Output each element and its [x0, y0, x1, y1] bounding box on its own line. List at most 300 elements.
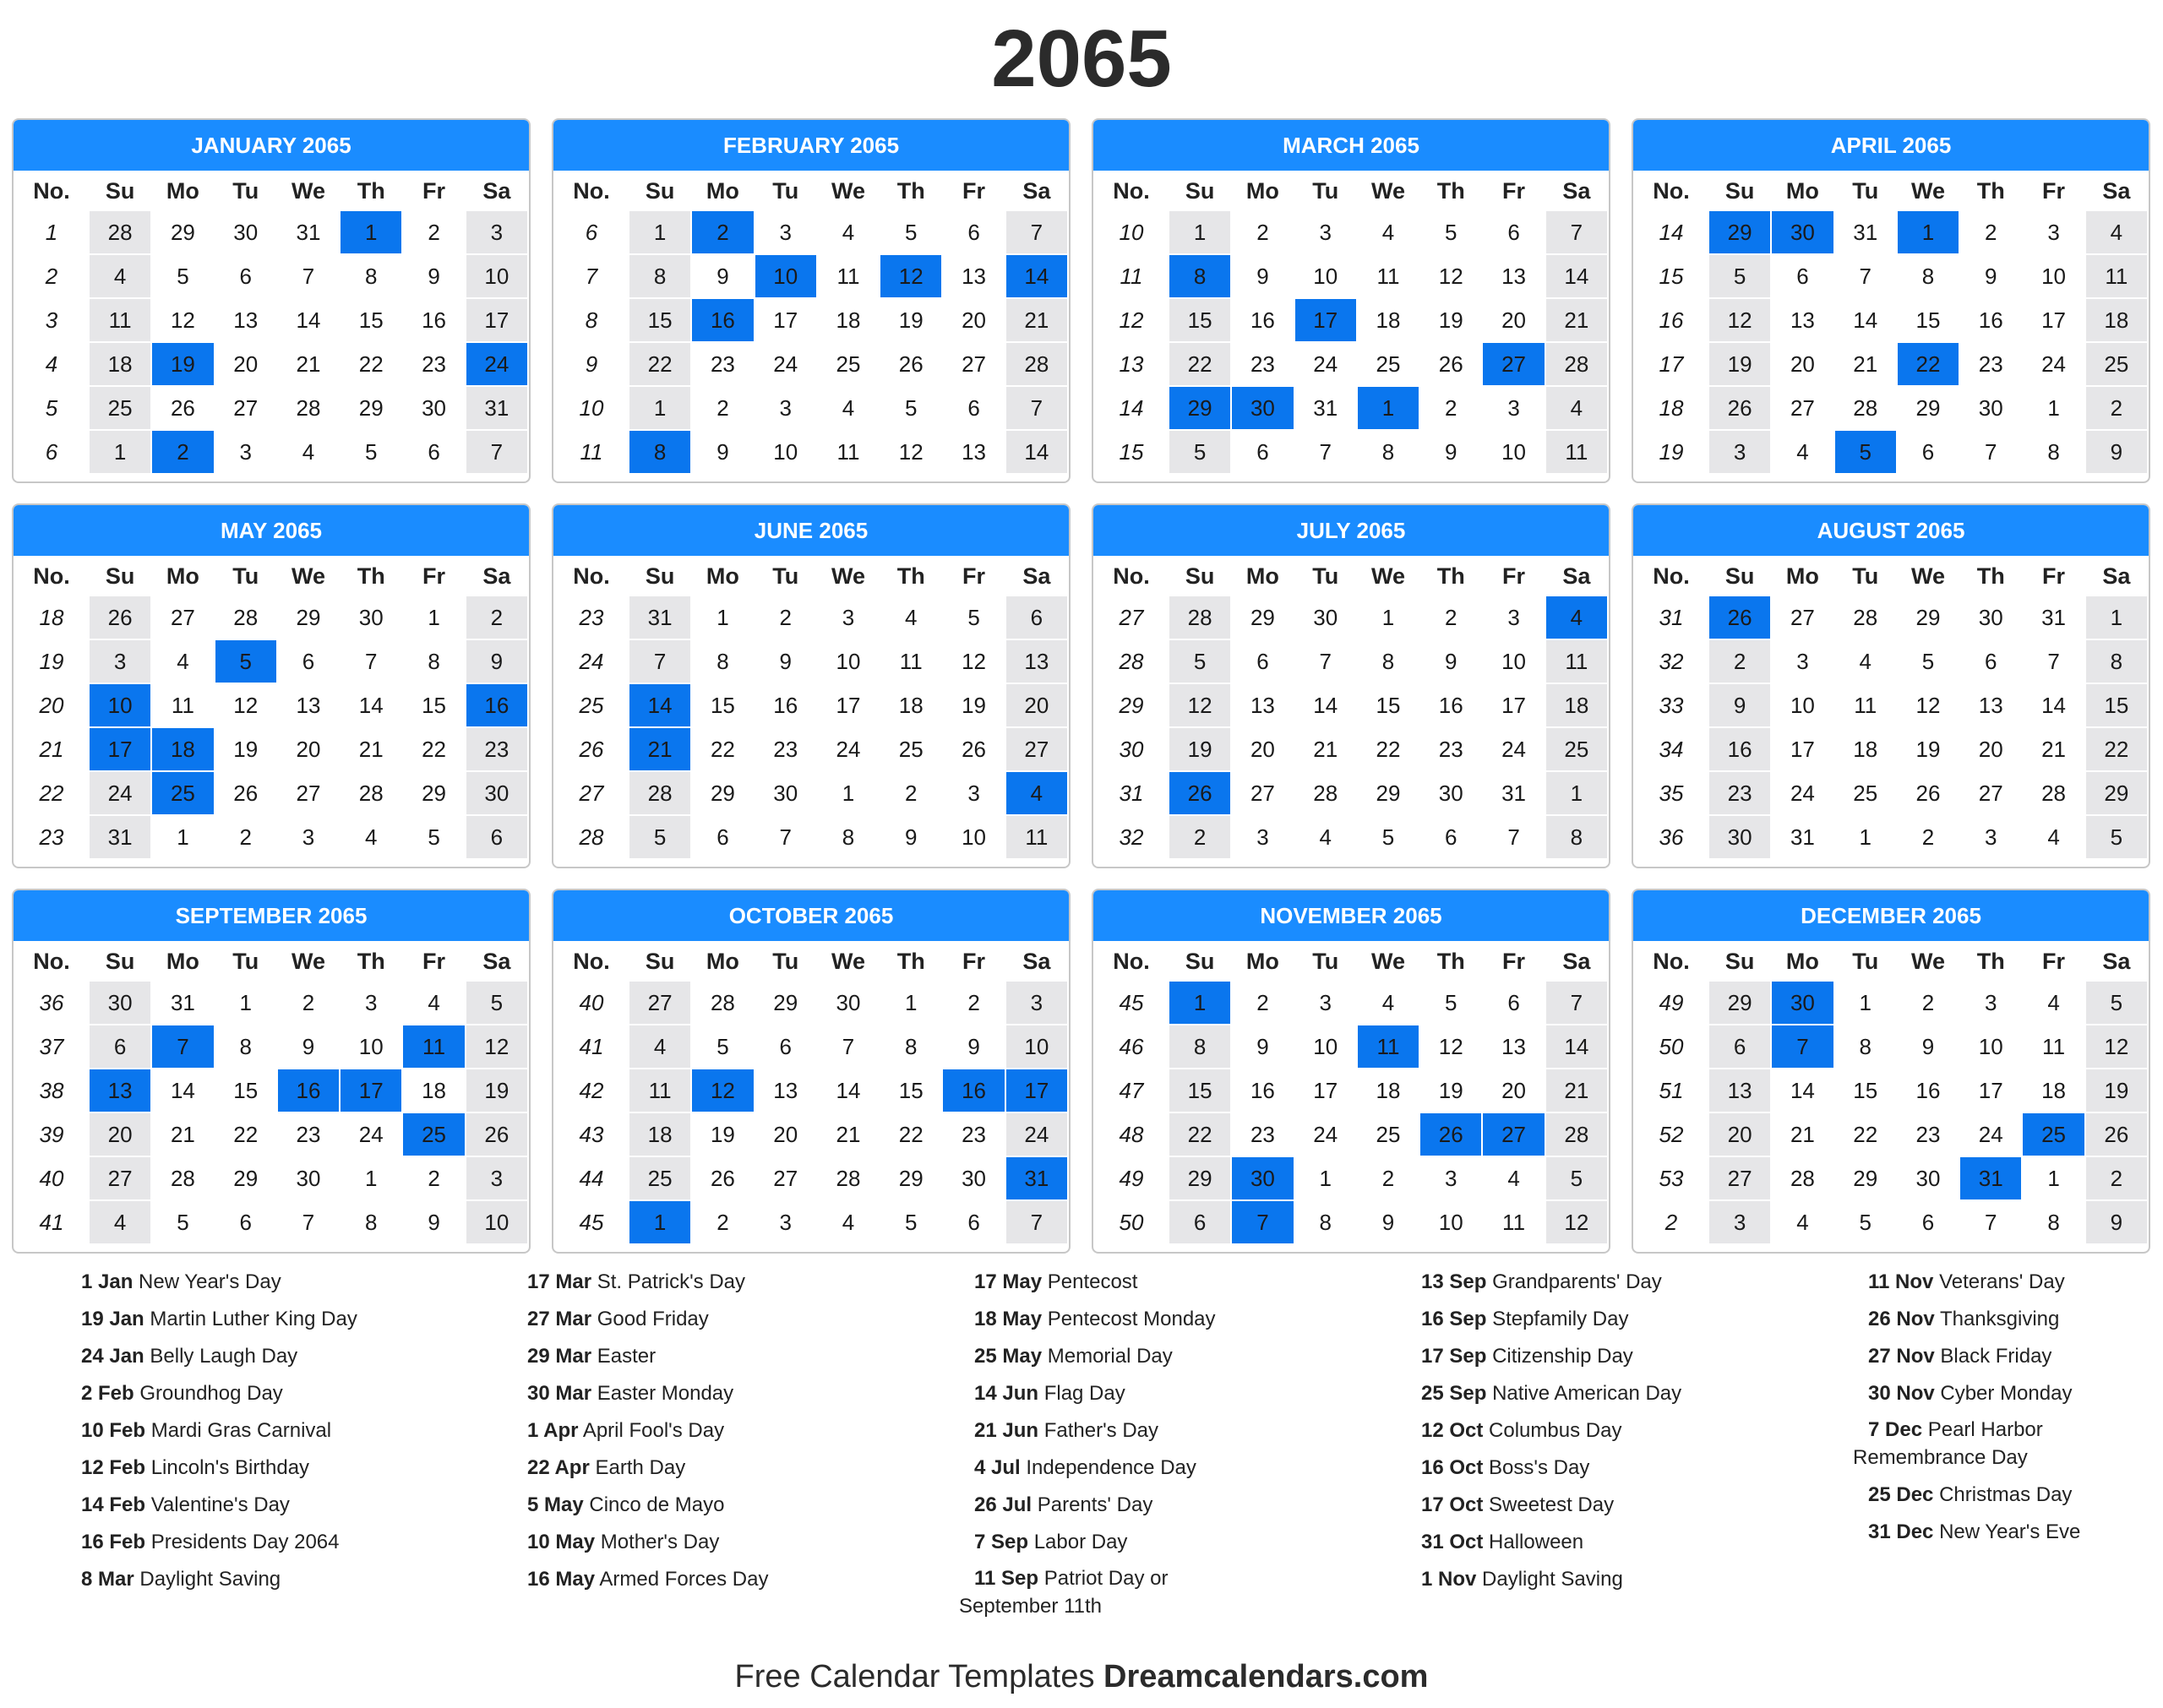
- day-cell: 8: [365, 1209, 378, 1235]
- week-number: 6: [45, 438, 58, 465]
- day-cell: 5: [629, 816, 690, 858]
- day-cell: 29: [1169, 1157, 1230, 1199]
- day-cell: 30: [1313, 604, 1338, 630]
- day-cell: 30: [358, 604, 384, 630]
- day-cell: 10: [1978, 1033, 2003, 1059]
- day-cell: 31: [1853, 219, 1878, 245]
- day-cell: 16: [1709, 728, 1770, 770]
- week-number: 25: [579, 692, 604, 718]
- day-cell: 9: [466, 640, 527, 683]
- day-cell: 8: [2047, 438, 2060, 465]
- holiday-name: Easter Monday: [597, 1382, 734, 1405]
- weekday-header: Su: [1185, 948, 1215, 974]
- day-cell: 8: [1921, 263, 1935, 289]
- month-calendar: [12, 889, 531, 1254]
- day-cell: 24: [1501, 736, 1526, 762]
- week-number: 36: [1659, 824, 1684, 850]
- week-row: [1635, 1157, 2147, 1199]
- weekday-header: Fr: [1502, 177, 1526, 204]
- day-cell: 13: [1501, 1033, 1526, 1059]
- week-row: [1095, 982, 1607, 1024]
- weekday-header: We: [1370, 563, 1405, 589]
- week-row: [555, 211, 1067, 253]
- day-cell: 1: [1859, 989, 1872, 1015]
- day-cell: 2: [1256, 219, 1269, 245]
- holiday-day-cell: 16: [692, 299, 753, 341]
- weekday-header: Su: [1724, 948, 1755, 974]
- holiday-day-cell: 26: [1420, 1113, 1481, 1156]
- day-cell: 1: [1859, 824, 1872, 850]
- holiday-day-cell: 21: [629, 728, 690, 770]
- day-cell: 13: [773, 1077, 798, 1103]
- day-cell: 8: [1169, 1025, 1230, 1068]
- day-cell: 24: [1313, 1121, 1338, 1147]
- holiday-name: Lincoln's Birthday: [150, 1456, 310, 1479]
- holiday-item: [81, 1412, 520, 1450]
- weekday-header: Tu: [1312, 563, 1339, 589]
- day-cell: 30: [296, 1165, 321, 1191]
- week-number: 3: [45, 307, 58, 333]
- holiday-name: Halloween: [1489, 1531, 1584, 1553]
- holiday-day-cell: 2: [152, 431, 213, 473]
- day-cell: 3: [842, 604, 855, 630]
- week-row: [1095, 343, 1607, 385]
- holiday-item: [527, 1338, 967, 1375]
- week-number: 29: [1119, 692, 1144, 718]
- day-cell: 20: [296, 736, 321, 762]
- week-row: [1095, 728, 1607, 770]
- day-cell: 7: [1319, 438, 1332, 465]
- day-cell: 16: [1438, 692, 1463, 718]
- weekday-header: Fr: [422, 948, 446, 974]
- day-cell: 27: [962, 351, 986, 377]
- day-cell: 30: [773, 780, 798, 806]
- day-cell: 27: [1709, 1157, 1770, 1199]
- day-cell: 5: [1921, 648, 1935, 674]
- weekday-header: We: [1910, 948, 1945, 974]
- weekday-header: Su: [105, 948, 135, 974]
- holiday-item: [959, 1561, 1212, 1625]
- day-cell: 5: [1546, 1157, 1607, 1199]
- day-cell: 3: [1985, 989, 1997, 1015]
- day-cell: 14: [1006, 431, 1067, 473]
- week-number: 49: [1659, 989, 1684, 1015]
- holiday-date: 16 Sep: [1421, 1308, 1487, 1330]
- day-cell: 14: [1546, 255, 1607, 297]
- week-number-header: No.: [1113, 177, 1150, 204]
- day-cell: 5: [1169, 431, 1230, 473]
- holiday-item: [81, 1487, 520, 1524]
- day-cell: 12: [962, 648, 986, 674]
- holiday-name: Labor Day: [1033, 1531, 1128, 1553]
- day-cell: 17: [466, 299, 527, 341]
- week-row: [15, 772, 527, 814]
- day-cell: 23: [296, 1121, 321, 1147]
- day-cell: 5: [365, 438, 378, 465]
- day-cell: 31: [466, 387, 527, 429]
- weekday-header: Tu: [1852, 563, 1879, 589]
- holiday-day-cell: 10: [755, 255, 816, 297]
- day-cell: 2: [1445, 394, 1457, 421]
- holiday-day-cell: 30: [1772, 211, 1833, 253]
- holiday-name: Parents' Day: [1037, 1493, 1153, 1516]
- day-cell: 10: [466, 255, 527, 297]
- day-cell: 26: [1709, 387, 1770, 429]
- day-cell: 7: [1546, 982, 1607, 1024]
- holiday-item: [527, 1264, 967, 1301]
- day-cell: 18: [422, 1077, 446, 1103]
- holiday-day-cell: 17: [90, 728, 150, 770]
- day-cell: 8: [365, 263, 378, 289]
- holiday-date: 17 Mar: [527, 1270, 592, 1293]
- weekday-header: Mo: [166, 948, 199, 974]
- day-cell: 19: [1709, 343, 1770, 385]
- footer: [0, 1656, 2163, 1698]
- day-cell: 15: [358, 307, 384, 333]
- day-cell: 25: [836, 351, 861, 377]
- holiday-date: 25 Dec: [1868, 1483, 1934, 1506]
- day-cell: 29: [1915, 394, 1941, 421]
- day-cell: 2: [2086, 387, 2147, 429]
- week-row: [1635, 299, 2147, 341]
- day-cell: 20: [90, 1113, 150, 1156]
- day-cell: 15: [1169, 299, 1230, 341]
- holiday-item: [974, 1524, 1414, 1561]
- weekday-header: Tu: [772, 177, 799, 204]
- week-number-header: No.: [573, 563, 610, 589]
- holiday-day-cell: 18: [152, 728, 213, 770]
- week-row: [15, 640, 527, 683]
- day-cell: 27: [233, 394, 259, 421]
- month-title: DECEMBER 2065: [1633, 890, 2149, 941]
- day-cell: 10: [962, 824, 986, 850]
- day-cell: 11: [1006, 816, 1067, 858]
- day-cell: 3: [1507, 604, 1520, 630]
- holiday-date: 26 Jul: [974, 1493, 1032, 1516]
- month-calendar: [1092, 503, 1610, 868]
- month-calendar: [1092, 118, 1610, 483]
- holiday-column: [1853, 1264, 2163, 1551]
- holiday-date: 13 Sep: [1421, 1270, 1487, 1293]
- weekday-header: Tu: [1852, 948, 1879, 974]
- day-cell: 7: [1546, 211, 1607, 253]
- day-cell: 9: [1256, 1033, 1269, 1059]
- week-number: 46: [1119, 1033, 1144, 1059]
- holiday-name: Columbus Day: [1489, 1419, 1622, 1442]
- weekday-header: Mo: [1245, 563, 1279, 589]
- month-calendar: [12, 118, 531, 483]
- day-cell: 8: [716, 648, 729, 674]
- day-cell: 18: [1376, 1077, 1401, 1103]
- week-number: 4: [45, 351, 58, 377]
- day-cell: 19: [466, 1069, 527, 1112]
- holiday-day-cell: 27: [1483, 1113, 1544, 1156]
- week-number: 15: [1659, 263, 1684, 289]
- week-number: 44: [579, 1165, 604, 1191]
- day-cell: 5: [1709, 255, 1770, 297]
- day-cell: 27: [1006, 728, 1067, 770]
- day-cell: 12: [233, 692, 259, 718]
- week-number-header: No.: [33, 177, 70, 204]
- day-cell: 18: [90, 343, 150, 385]
- weekday-header: Fr: [422, 563, 446, 589]
- day-cell: 6: [302, 648, 315, 674]
- day-cell: 7: [1507, 824, 1520, 850]
- week-number-header: No.: [1113, 563, 1150, 589]
- day-cell: 22: [1169, 1113, 1230, 1156]
- day-cell: 17: [836, 692, 861, 718]
- day-cell: 7: [1985, 438, 1997, 465]
- week-number: 36: [39, 989, 64, 1015]
- holiday-day-cell: 26: [1169, 772, 1230, 814]
- day-cell: 19: [2086, 1069, 2147, 1112]
- week-number-header: No.: [573, 177, 610, 204]
- holiday-day-cell: 12: [692, 1069, 753, 1112]
- day-cell: 9: [716, 263, 729, 289]
- day-cell: 6: [967, 1209, 980, 1235]
- day-cell: 27: [296, 780, 321, 806]
- day-cell: 3: [1709, 1201, 1770, 1243]
- week-row: [1635, 387, 2147, 429]
- day-cell: 2: [1985, 219, 1997, 245]
- holiday-date: 1 Apr: [527, 1419, 579, 1442]
- day-cell: 2: [1169, 816, 1230, 858]
- week-number: 19: [1659, 438, 1684, 465]
- day-cell: 29: [1250, 604, 1275, 630]
- holiday-item: [1421, 1524, 1861, 1561]
- day-cell: 25: [90, 387, 150, 429]
- holiday-date: 7 Sep: [974, 1531, 1029, 1553]
- holiday-item: [974, 1338, 1414, 1375]
- day-cell: 1: [177, 824, 189, 850]
- week-row: [15, 596, 527, 639]
- week-row: [15, 211, 527, 253]
- holiday-item: [1421, 1561, 1861, 1598]
- month-table: [14, 941, 529, 1245]
- holiday-name: Earth Day: [595, 1456, 686, 1479]
- holiday-name: Mother's Day: [600, 1531, 720, 1553]
- day-cell: 3: [1319, 989, 1332, 1015]
- day-cell: 1: [90, 431, 150, 473]
- day-cell: 2: [1381, 1165, 1395, 1191]
- holiday-item: [1868, 1514, 2163, 1551]
- weekday-header: Tu: [232, 948, 259, 974]
- day-cell: 24: [1790, 780, 1815, 806]
- day-cell: 28: [2041, 780, 2066, 806]
- week-row: [555, 431, 1067, 473]
- week-number: 45: [1119, 989, 1144, 1015]
- day-cell: 6: [1796, 263, 1809, 289]
- day-cell: 5: [967, 604, 980, 630]
- day-cell: 16: [1978, 307, 2003, 333]
- day-cell: 7: [365, 648, 378, 674]
- day-cell: 16: [422, 307, 446, 333]
- month-calendar: [1632, 503, 2150, 868]
- holiday-name: Pentecost Monday: [1047, 1308, 1216, 1330]
- month-title: JANUARY 2065: [14, 120, 529, 171]
- day-cell: 30: [1978, 604, 2003, 630]
- holiday-day-cell: 12: [880, 255, 941, 297]
- day-cell: 13: [1250, 692, 1275, 718]
- day-cell: 6: [239, 1209, 252, 1235]
- day-cell: 2: [2086, 1157, 2147, 1199]
- day-cell: 10: [1313, 263, 1338, 289]
- day-cell: 9: [2086, 1201, 2147, 1243]
- holiday-name: Easter: [597, 1345, 657, 1368]
- week-number: 18: [39, 604, 64, 630]
- day-cell: 2: [716, 1209, 729, 1235]
- day-cell: 2: [428, 219, 440, 245]
- day-cell: 22: [710, 736, 735, 762]
- holiday-date: 16 Feb: [81, 1531, 146, 1553]
- holiday-item: [974, 1375, 1414, 1412]
- holiday-item: [1421, 1487, 1861, 1524]
- day-cell: 15: [233, 1077, 259, 1103]
- day-cell: 15: [1169, 1069, 1230, 1112]
- day-cell: 4: [90, 1201, 150, 1243]
- holiday-item: [527, 1487, 967, 1524]
- week-row: [555, 728, 1067, 770]
- day-cell: 14: [1790, 1077, 1815, 1103]
- weekday-header: We: [291, 563, 325, 589]
- day-cell: 9: [1445, 648, 1457, 674]
- day-cell: 28: [296, 394, 321, 421]
- holiday-name: Daylight Saving: [1482, 1568, 1623, 1591]
- day-cell: 27: [1978, 780, 2003, 806]
- holiday-day-cell: 24: [466, 343, 527, 385]
- week-row: [15, 1113, 527, 1156]
- day-cell: 14: [1853, 307, 1878, 333]
- day-cell: 3: [779, 394, 792, 421]
- month-table: [1093, 556, 1609, 860]
- day-cell: 5: [466, 982, 527, 1024]
- weekday-header: We: [831, 948, 865, 974]
- day-cell: 3: [1445, 1165, 1457, 1191]
- holiday-name: Thanksgiving: [1939, 1308, 2060, 1330]
- holiday-column: [81, 1264, 520, 1598]
- day-cell: 9: [1381, 1209, 1395, 1235]
- holiday-day-cell: 2: [692, 211, 753, 253]
- weekday-header: We: [1370, 948, 1405, 974]
- weekday-header: Sa: [1022, 563, 1051, 589]
- holiday-name: Cinco de Mayo: [589, 1493, 725, 1516]
- footer-site[interactable]: Dreamcalendars.com: [1103, 1659, 1429, 1694]
- holiday-name: Flag Day: [1043, 1382, 1125, 1405]
- day-cell: 17: [1790, 736, 1815, 762]
- day-cell: 26: [90, 596, 150, 639]
- day-cell: 16: [773, 692, 798, 718]
- day-cell: 11: [899, 648, 923, 674]
- weekday-header: Fr: [2042, 177, 2066, 204]
- day-cell: 23: [1709, 772, 1770, 814]
- week-number: 40: [39, 1165, 64, 1191]
- day-cell: 22: [2086, 728, 2147, 770]
- week-row: [555, 596, 1067, 639]
- day-cell: 20: [1501, 1077, 1526, 1103]
- weekday-header: We: [291, 948, 325, 974]
- day-cell: 15: [422, 692, 446, 718]
- week-row: [15, 728, 527, 770]
- holiday-name: Valentine's Day: [150, 1493, 290, 1516]
- day-cell: 29: [422, 780, 446, 806]
- day-cell: 11: [90, 299, 150, 341]
- week-number: 12: [1119, 307, 1144, 333]
- day-cell: 26: [170, 394, 195, 421]
- day-cell: 19: [1915, 736, 1941, 762]
- day-cell: 23: [962, 1121, 986, 1147]
- day-cell: 4: [1859, 648, 1872, 674]
- week-number: 50: [1119, 1209, 1144, 1235]
- day-cell: 13: [962, 263, 986, 289]
- holiday-day-cell: 5: [1835, 431, 1896, 473]
- day-cell: 25: [629, 1157, 690, 1199]
- holiday-item: [81, 1301, 520, 1338]
- day-cell: 1: [629, 211, 690, 253]
- month-table: [1633, 556, 2149, 860]
- holiday-day-cell: 7: [152, 1025, 213, 1068]
- week-row: [1095, 431, 1607, 473]
- holiday-item: [527, 1301, 967, 1338]
- weekday-header: Mo: [706, 948, 739, 974]
- day-cell: 21: [1546, 1069, 1607, 1112]
- holiday-item: [81, 1338, 520, 1375]
- week-number: 10: [1119, 219, 1144, 245]
- holiday-date: 2 Feb: [81, 1382, 134, 1405]
- day-cell: 14: [836, 1077, 861, 1103]
- weekday-header: Sa: [2102, 177, 2131, 204]
- weekday-header: Tu: [1312, 948, 1339, 974]
- holiday-list: [0, 1264, 2163, 1635]
- week-number: 41: [579, 1033, 604, 1059]
- day-cell: 27: [1790, 394, 1815, 421]
- week-number: 13: [1119, 351, 1144, 377]
- day-cell: 2: [905, 780, 918, 806]
- week-row: [15, 1069, 527, 1112]
- holiday-item: [81, 1450, 520, 1487]
- week-number: 28: [579, 824, 604, 850]
- day-cell: 9: [716, 438, 729, 465]
- week-row: [555, 1069, 1067, 1112]
- day-cell: 9: [1256, 263, 1269, 289]
- day-cell: 3: [1006, 982, 1067, 1024]
- month-calendar: [552, 503, 1071, 868]
- day-cell: 18: [1376, 307, 1401, 333]
- week-number: 8: [585, 307, 598, 333]
- weekday-header: Th: [357, 177, 385, 204]
- holiday-day-cell: 4: [1006, 772, 1067, 814]
- holiday-date: 24 Jan: [81, 1345, 144, 1368]
- week-row: [555, 1113, 1067, 1156]
- day-cell: 23: [710, 351, 735, 377]
- day-cell: 4: [365, 824, 378, 850]
- day-cell: 18: [836, 307, 861, 333]
- weekday-header: Sa: [2102, 563, 2131, 589]
- day-cell: 17: [1313, 1077, 1338, 1103]
- day-cell: 6: [1985, 648, 1997, 674]
- day-cell: 14: [1546, 1025, 1607, 1068]
- day-cell: 30: [422, 394, 446, 421]
- day-cell: 23: [773, 736, 798, 762]
- day-cell: 5: [1445, 219, 1457, 245]
- day-cell: 29: [1709, 982, 1770, 1024]
- day-cell: 25: [1853, 780, 1878, 806]
- weekday-header: Su: [1724, 563, 1755, 589]
- holiday-day-cell: 1: [1358, 387, 1419, 429]
- day-cell: 2: [1921, 824, 1935, 850]
- day-cell: 3: [779, 219, 792, 245]
- day-cell: 4: [90, 255, 150, 297]
- day-cell: 27: [1790, 604, 1815, 630]
